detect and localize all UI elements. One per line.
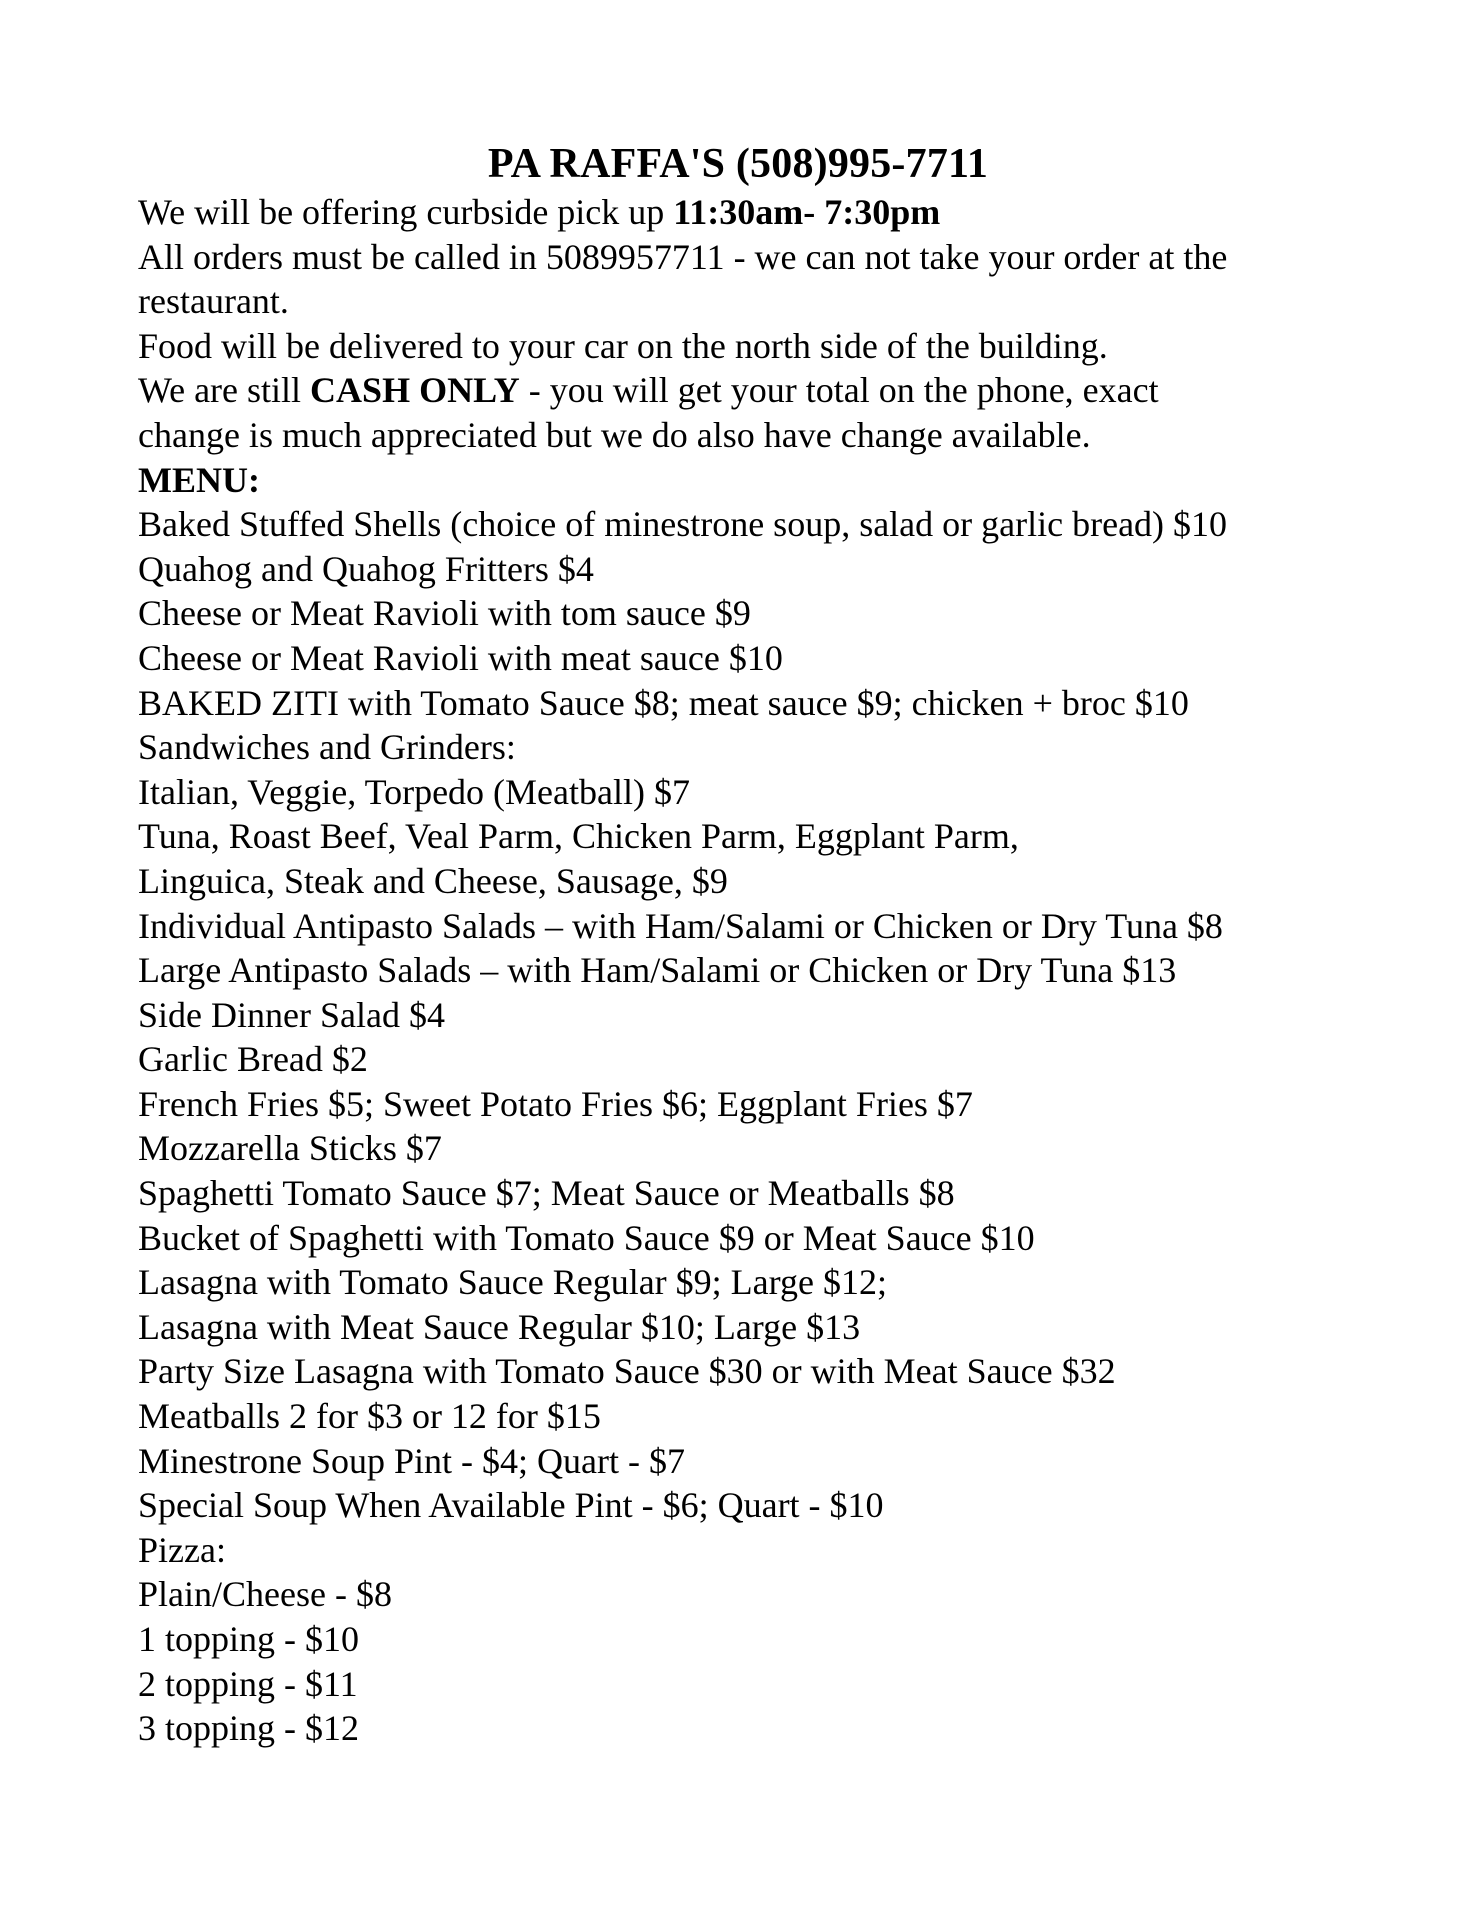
menu-item: Italian, Veggie, Torpedo (Meatball) $7 bbox=[138, 771, 690, 812]
page-title: PA RAFFA'S (508)995-7711 bbox=[487, 141, 989, 187]
menu-item: Tuna, Roast Beef, Veal Parm, Chicken Parm, Eggplant Parm, bbox=[138, 816, 1019, 857]
menu-item: 3 topping - $12 bbox=[138, 1708, 359, 1749]
menu-section-label: Sandwiches and Grinders: bbox=[138, 727, 516, 768]
menu-item: Meatballs 2 for $3 or 12 for $15 bbox=[138, 1396, 601, 1437]
cash-only-emphasis: CASH ONLY bbox=[310, 370, 520, 411]
menu-item: Side Dinner Salad $4 bbox=[138, 994, 445, 1035]
menu-item: French Fries $5; Sweet Potato Fries $6; Eggplant Fries $7 bbox=[138, 1083, 973, 1124]
menu-item: Mozzarella Sticks $7 bbox=[138, 1128, 442, 1169]
menu-item: Lasagna with Meat Sauce Regular $10; Large $13 bbox=[138, 1306, 861, 1347]
intro-line-change: change is much appreciated but we do also have change available. bbox=[138, 414, 1091, 455]
hours-time: 11:30am- 7:30pm bbox=[673, 192, 941, 232]
hours-text: We will be offering curbside pick up bbox=[138, 192, 674, 232]
menu-document bbox=[138, 138, 1378, 1751]
menu-item: 2 topping - $11 bbox=[138, 1663, 358, 1704]
menu-item: Quahog and Quahog Fritters $4 bbox=[138, 548, 594, 589]
intro-line-call-cont: restaurant. bbox=[138, 281, 289, 322]
menu-item: Garlic Bread $2 bbox=[138, 1039, 368, 1080]
menu-item: Cheese or Meat Ravioli with tom sauce $9 bbox=[138, 593, 751, 634]
menu-item: Bucket of Spaghetti with Tomato Sauce $9 or Meat Sauce $10 bbox=[138, 1217, 1035, 1258]
menu-item: Spaghetti Tomato Sauce $7; Meat Sauce or Meatballs $8 bbox=[138, 1173, 955, 1214]
menu-item: Large Antipasto Salads – with Ham/Salami or Chicken or Dry Tuna $13 bbox=[138, 950, 1177, 991]
menu-item: 1 topping - $10 bbox=[138, 1619, 359, 1659]
menu-item: Plain/Cheese - $8 bbox=[138, 1574, 392, 1615]
intro-line-hours bbox=[138, 190, 1378, 235]
intro-line-delivery: Food will be delivered to your car on the north side of the building. bbox=[138, 325, 1108, 366]
menu-item: Party Size Lasagna with Tomato Sauce $30 or with Meat Sauce $32 bbox=[138, 1351, 1116, 1392]
menu-item: Individual Antipasto Salads – with Ham/Salami or Chicken or Dry Tuna $8 bbox=[138, 905, 1223, 946]
cash-text-a: We are still bbox=[138, 370, 311, 411]
intro-line-call: All orders must be called in 5089957711 - we can not take your order at the bbox=[138, 236, 1228, 277]
cash-text-c: - you will get your total on the phone, exact bbox=[519, 370, 1159, 411]
menu-item: Minestrone Soup Pint - $4; Quart - $7 bbox=[138, 1440, 685, 1481]
menu-heading: MENU: bbox=[138, 459, 260, 500]
intro-line-cash bbox=[138, 368, 1378, 413]
menu-section-label: Pizza: bbox=[138, 1529, 226, 1570]
menu-item: BAKED ZITI with Tomato Sauce $8; meat sauce $9; chicken + broc $10 bbox=[138, 682, 1189, 723]
menu-list bbox=[138, 502, 1378, 1751]
menu-item: Linguica, Steak and Cheese, Sausage, $9 bbox=[138, 860, 728, 901]
menu-item: Lasagna with Tomato Sauce Regular $9; Large $12; bbox=[138, 1262, 887, 1303]
menu-item: Cheese or Meat Ravioli with meat sauce $10 bbox=[138, 637, 783, 678]
menu-item: Special Soup When Available Pint - $6; Quart - $10 bbox=[138, 1485, 884, 1526]
menu-item: Baked Stuffed Shells (choice of minestrone soup, salad or garlic bread) $10 bbox=[138, 504, 1228, 545]
